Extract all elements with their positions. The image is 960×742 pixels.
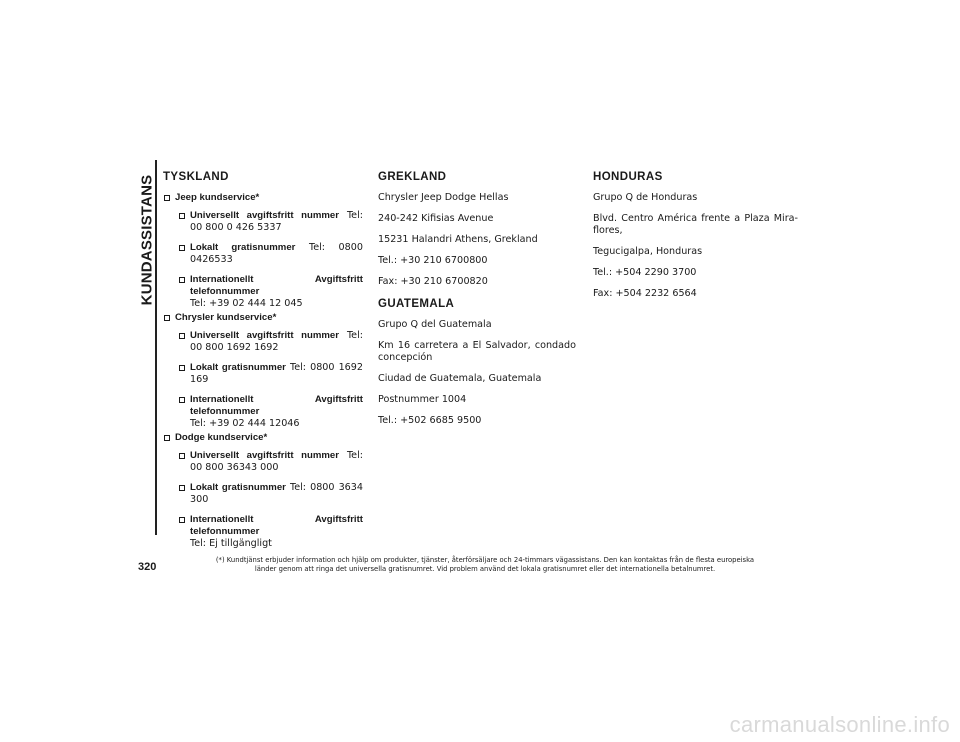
checkbox-bullet-icon — [179, 365, 185, 371]
list-item: Universellt avgiftsfritt nummer Tel: 00 800 1692 1692 — [163, 330, 363, 354]
checkbox-bullet-icon — [164, 195, 170, 201]
address-line: Chrysler Jeep Dodge Hellas — [378, 192, 509, 203]
phone-line: Tel.: +502 6685 9500 — [378, 415, 482, 426]
column-honduras — [593, 171, 798, 309]
checkbox-bullet-icon — [179, 485, 185, 491]
section-title-germany: TYSKLAND — [163, 171, 229, 183]
list-item: Internationellt Avgiftsfritt telefonnummer Tel: +39 02 444 12046 — [163, 394, 363, 430]
address-line: Tegucigalpa, Honduras — [593, 246, 703, 257]
page-number: 320 — [138, 561, 157, 573]
checkbox-bullet-icon — [179, 213, 185, 219]
list-item: Lokalt gratisnummer Tel: 0800 0426533 — [163, 242, 363, 266]
group-chrysler: Chrysler kundservice* — [163, 312, 363, 324]
section-title-honduras: HONDURAS — [593, 171, 663, 183]
address-line: Grupo Q de Honduras — [593, 192, 698, 203]
phone-line: Tel.: +504 2290 3700 — [593, 267, 697, 278]
list-item: Universellt avgiftsfritt nummer Tel: 00 800 0 426 5337 — [163, 210, 363, 234]
checkbox-bullet-icon — [179, 397, 185, 403]
side-rule — [155, 160, 157, 535]
address-line: Grupo Q del Guatemala — [378, 319, 492, 330]
postcode-line: Postnummer 1004 — [378, 394, 467, 405]
list-item: Lokalt gratisnummer Tel: 0800 3634 300 — [163, 482, 363, 506]
fax-line: Fax: +30 210 6700820 — [378, 276, 488, 287]
footnote — [180, 556, 790, 574]
phone-line: Tel.: +30 210 6700800 — [378, 255, 488, 266]
side-chapter-title — [132, 174, 162, 306]
section-title-greece: GREKLAND — [378, 171, 447, 183]
address-line: Ciudad de Guatemala, Guatemala — [378, 373, 542, 384]
side-chapter-title-text: KUNDASSISTANS — [138, 174, 156, 306]
section-title-guatemala: GUATEMALA — [378, 298, 455, 310]
group-dodge: Dodge kundservice* — [163, 432, 363, 444]
address-line: Km 16 carretera a El Salvador, condado concepción — [378, 340, 576, 363]
list-item: Lokalt gratisnummer Tel: 0800 1692 169 — [163, 362, 363, 386]
address-line: Blvd. Centro América frente a Plaza Mira-flores, — [593, 213, 798, 236]
list-item: Internationellt Avgiftsfritt telefonnummer Tel: Ej tillgängligt — [163, 514, 363, 550]
group-jeep: Jeep kundservice* — [163, 192, 363, 204]
column-greece-guatemala — [378, 171, 576, 436]
checkbox-bullet-icon — [179, 517, 185, 523]
checkbox-bullet-icon — [179, 453, 185, 459]
footnote-line: länder genom att ringa det universella gratisnumret. Vid problem använd det lokala gratisnumret eller det internationella betalnumret. — [254, 565, 716, 573]
address-line: 240-242 Kifisias Avenue — [378, 213, 494, 224]
checkbox-bullet-icon — [164, 315, 170, 321]
column-germany — [163, 171, 363, 558]
list-item: Universellt avgiftsfritt nummer Tel: 00 800 36343 000 — [163, 450, 363, 474]
address-line: 15231 Halandri Athens, Grekland — [378, 234, 538, 245]
list-item: Internationellt Avgiftsfritt telefonnummer Tel: +39 02 444 12 045 — [163, 274, 363, 310]
checkbox-bullet-icon — [179, 277, 185, 283]
footnote-line: (*) Kundtjänst erbjuder information och hjälp om produkter, tjänster, återförsäljare och 24-timmars vägassistans. Den kan kontaktas från de flesta europeiska — [215, 556, 755, 564]
checkbox-bullet-icon — [179, 245, 185, 251]
watermark: carmanualsonline.info — [729, 712, 950, 737]
checkbox-bullet-icon — [164, 435, 170, 441]
checkbox-bullet-icon — [179, 333, 185, 339]
fax-line: Fax: +504 2232 6564 — [593, 288, 697, 299]
